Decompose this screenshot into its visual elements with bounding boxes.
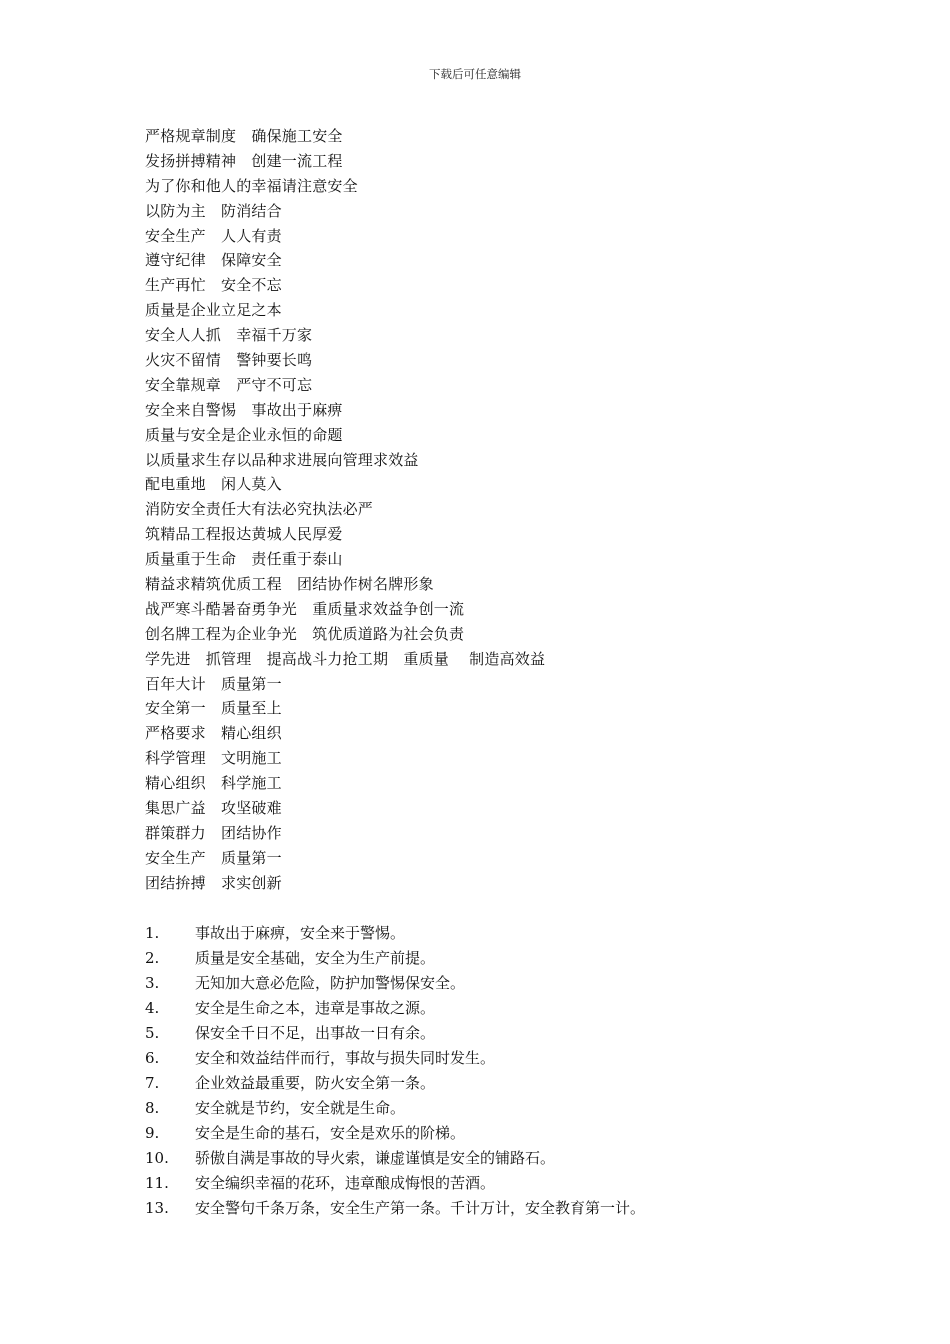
item-text: 安全是生命的基石，安全是欢乐的阶梯。	[195, 1124, 466, 1142]
item-text: 安全是生命之本，违章是事故之源。	[195, 999, 436, 1017]
list-item	[145, 971, 645, 996]
slogan-line: 战严寒斗酷暑奋勇争光 重质量求效益争创一流	[145, 599, 465, 618]
item-number: 1.	[145, 924, 160, 942]
item-number: 8.	[145, 1099, 160, 1117]
numbered-list	[145, 921, 645, 1221]
list-item	[145, 1071, 645, 1096]
item-number: 2.	[145, 949, 160, 967]
slogan-line: 安全来自警惕 事故出于麻痹	[145, 400, 343, 419]
slogan-line: 质量与安全是企业永恒的命题	[145, 425, 343, 444]
slogan-line: 严格要求 精心组织	[145, 724, 282, 743]
item-number: 13.	[145, 1199, 169, 1217]
slogan-line: 安全生产 人人有责	[145, 226, 282, 245]
slogan-line: 学先进 抓管理 提高战斗力抢工期 重质量 制造高效益	[145, 649, 546, 668]
item-text: 安全编织幸福的花环，违章酿成悔恨的苦酒。	[195, 1174, 496, 1192]
slogan-line: 创名牌工程为企业争光 筑优质道路为社会负责	[145, 624, 465, 643]
list-item	[145, 1096, 645, 1121]
slogan-line: 安全第一 质量至上	[145, 699, 282, 718]
slogan-line: 集思广益 攻坚破难	[145, 799, 282, 818]
item-text: 事故出于麻痹，安全来于警惕。	[195, 924, 406, 942]
item-number: 6.	[145, 1049, 160, 1067]
slogan-line: 遵守纪律 保障安全	[145, 251, 282, 270]
item-text: 安全就是节约，安全就是生命。	[195, 1099, 406, 1117]
item-number: 3.	[145, 974, 160, 992]
slogan-line: 以质量求生存以品种求进展向管理求效益	[145, 450, 419, 469]
slogan-line: 安全人人抓 幸福千万家	[145, 326, 313, 345]
slogan-line: 以防为主 防消结合	[145, 201, 282, 220]
item-text: 安全警句千条万条，安全生产第一条。千计万计，安全教育第一计。	[195, 1199, 646, 1217]
item-text: 保安全千日不足，出事故一日有余。	[195, 1024, 436, 1042]
list-item	[145, 1146, 645, 1171]
slogan-line: 严格规章制度 确保施工安全	[145, 127, 343, 145]
list-item	[145, 946, 645, 971]
slogan-line: 火灾不留情 警钟要长鸣	[145, 351, 313, 370]
slogan-line: 消防安全责任大有法必究执法必严	[145, 500, 374, 519]
slogan-line: 精心组织 科学施工	[145, 774, 282, 793]
slogan-line: 配电重地 闲人莫入	[145, 475, 282, 494]
slogan-line: 群策群力 团结协作	[145, 823, 282, 842]
slogan-line: 安全靠规章 严守不可忘	[145, 375, 313, 394]
item-number: 4.	[145, 999, 160, 1017]
item-text: 安全和效益结伴而行，事故与损失同时发生。	[195, 1049, 496, 1067]
slogan-line: 为了你和他人的幸福请注意安全	[145, 176, 358, 195]
item-text: 企业效益最重要，防火安全第一条。	[195, 1074, 436, 1092]
slogan-list	[145, 124, 545, 896]
slogan-line: 科学管理 文明施工	[145, 749, 282, 768]
list-item	[145, 1121, 645, 1146]
slogan-line: 质量是企业立足之本	[145, 301, 282, 320]
item-number: 9.	[145, 1124, 160, 1142]
item-number: 11.	[145, 1174, 169, 1192]
item-text: 骄傲自满是事故的导火索，谦虚谨慎是安全的铺路石。	[195, 1149, 556, 1167]
list-item	[145, 1196, 645, 1221]
list-item	[145, 1021, 645, 1046]
item-number: 7.	[145, 1074, 160, 1092]
slogan-line: 团结拚搏 求实创新	[145, 873, 282, 892]
list-item	[145, 1046, 645, 1071]
item-text: 质量是安全基础，安全为生产前提。	[195, 949, 436, 967]
list-item	[145, 921, 645, 946]
item-number: 5.	[145, 1024, 160, 1042]
slogan-line: 百年大计 质量第一	[145, 674, 282, 693]
list-item	[145, 996, 645, 1021]
slogan-line: 质量重于生命 责任重于泰山	[145, 550, 343, 569]
slogan-line: 筑精品工程报达黄城人民厚爱	[145, 525, 343, 544]
list-item	[145, 1171, 645, 1196]
item-text: 无知加大意必危险，防护加警惕保安全。	[195, 974, 466, 992]
page-header: 下载后可任意编辑	[429, 67, 521, 81]
slogan-line: 生产再忙 安全不忘	[145, 276, 282, 295]
slogan-line: 安全生产 质量第一	[145, 848, 282, 867]
slogan-line: 发扬拼搏精神 创建一流工程	[145, 151, 343, 170]
slogan-line: 精益求精筑优质工程 团结协作树名牌形象	[145, 575, 434, 594]
item-number: 10.	[145, 1149, 169, 1167]
